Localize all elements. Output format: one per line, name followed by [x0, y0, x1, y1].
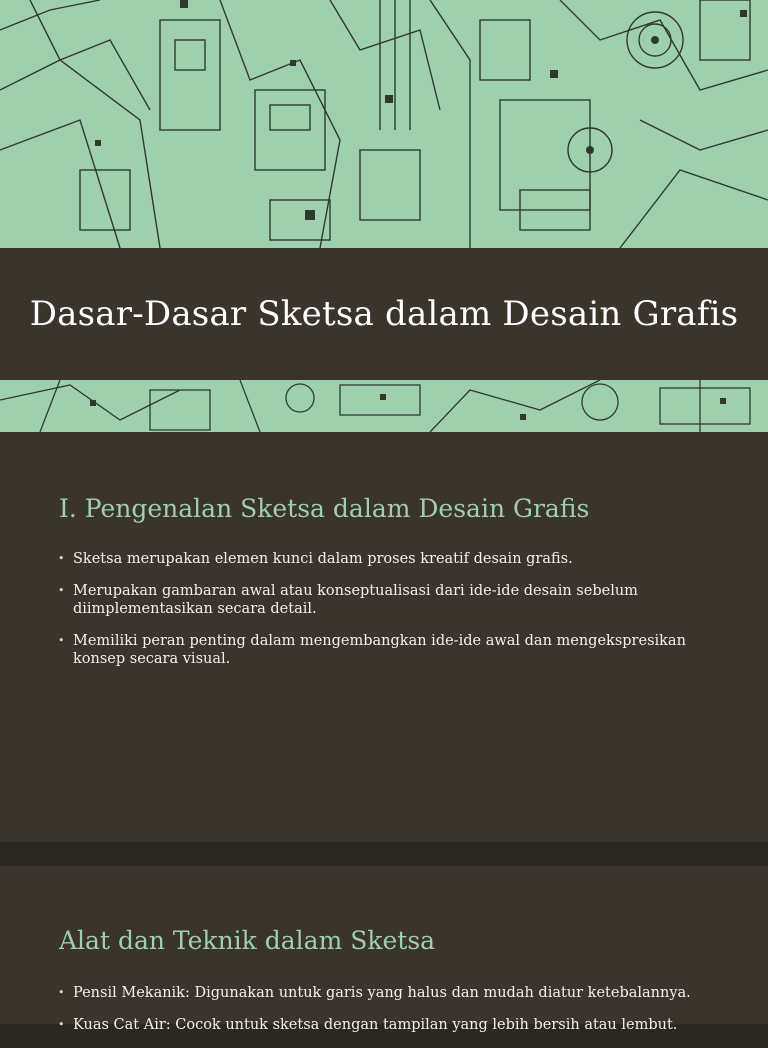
list-item — [58, 632, 708, 668]
content-slide-tools — [0, 866, 768, 1033]
bullet-list — [58, 550, 708, 682]
bullet-icon: • — [58, 1018, 65, 1031]
slide-title: Dasar-Dasar Sketsa dalam Desain Grafis — [29, 294, 739, 334]
bullet-list — [58, 984, 708, 1048]
slide-heading: I. Pengenalan Sketsa dalam Desain Grafis — [59, 494, 590, 523]
city-sketch-image-top — [0, 0, 768, 248]
content-slide-intro — [0, 432, 768, 842]
list-item — [58, 984, 708, 1002]
bullet-icon: • — [58, 634, 65, 647]
slide-divider — [0, 842, 768, 866]
bullet-icon: • — [58, 552, 65, 565]
bullet-text: Kuas Cat Air: Cocok untuk sketsa dengan tampilan yang lebih bersih atau lembut. — [73, 1017, 678, 1033]
list-item — [58, 582, 708, 618]
bullet-icon: • — [58, 584, 65, 597]
bullet-text: Sketsa merupakan elemen kunci dalam proses kreatif desain grafis. — [73, 551, 573, 567]
bullet-icon: • — [58, 986, 65, 999]
city-sketch-illustration — [0, 0, 768, 248]
bullet-text: Memiliki peran penting dalam mengembangkan ide-ide awal dan mengekspresikan konsep secara visual. — [73, 633, 686, 667]
title-slide — [0, 0, 768, 432]
bullet-text: Merupakan gambaran awal atau konseptualisasi dari ide-ide desain sebelum diimplementasikan secara detail. — [73, 583, 638, 617]
list-item — [58, 550, 708, 568]
city-sketch-strip — [0, 380, 768, 432]
bullet-text: Pensil Mekanik: Digunakan untuk garis yang halus dan mudah diatur ketebalannya. — [73, 985, 691, 1001]
title-band — [0, 248, 768, 380]
slide-heading: Alat dan Teknik dalam Sketsa — [59, 926, 436, 955]
list-item — [58, 1016, 708, 1034]
city-sketch-image-bottom — [0, 380, 768, 432]
